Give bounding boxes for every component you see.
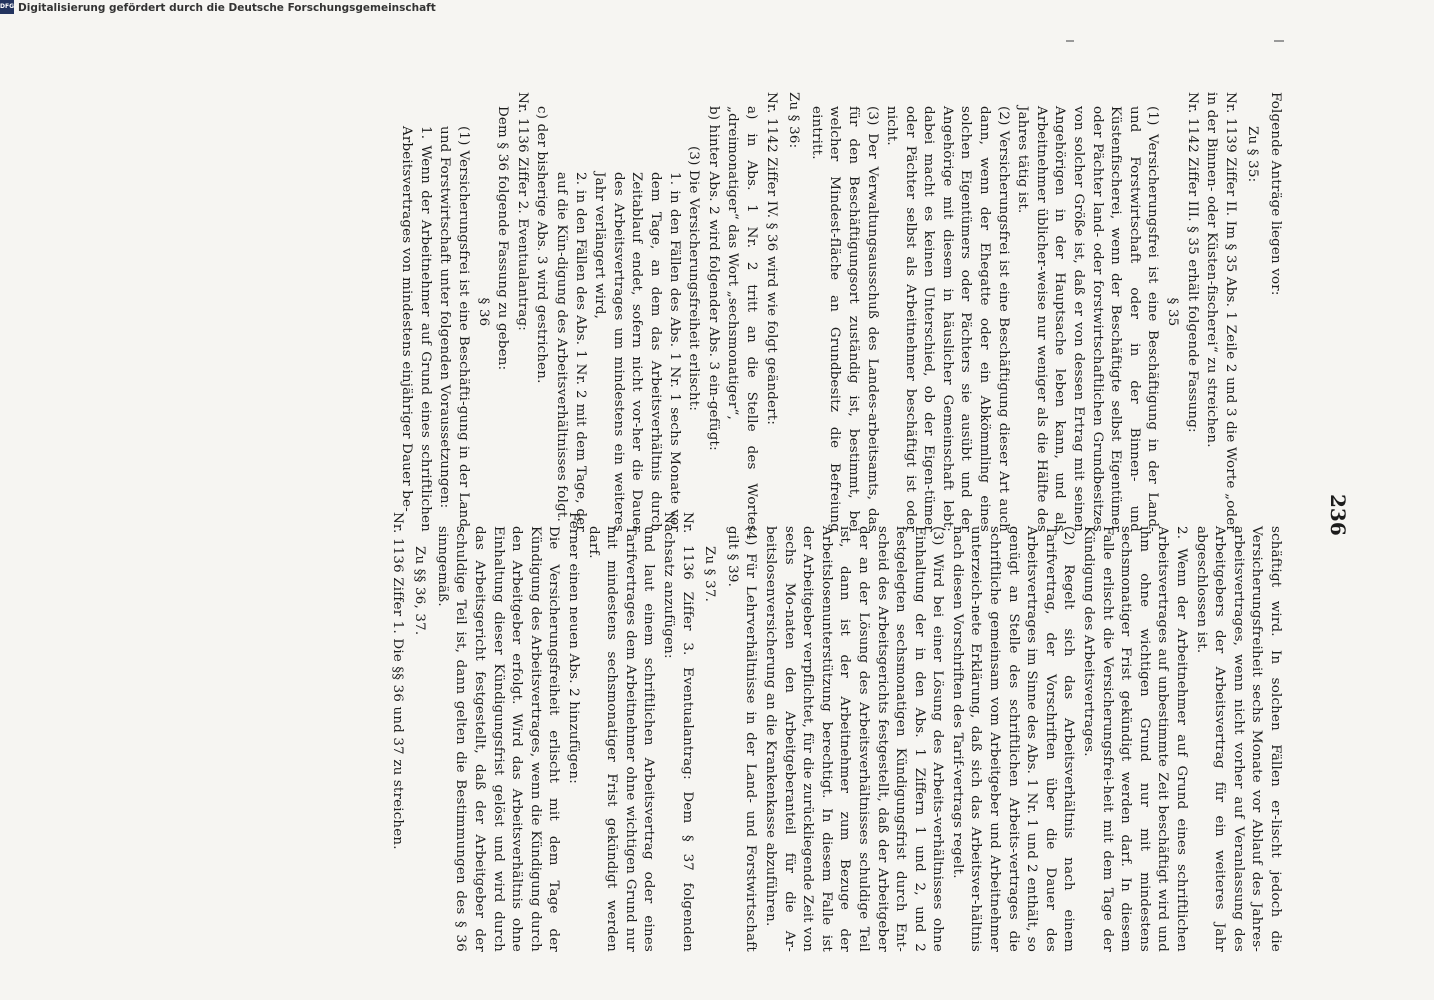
section-heading: Zu § 36: xyxy=(786,92,802,149)
clause-paragraph: (1) Versicherungsfrei ist eine Beschäfti-gung in der Land- und Forstwirtschaft unter folgenden Voraussetzungen: xyxy=(437,126,472,532)
clause-paragraph: (3) Die Versicherungsfreiheit erlischt: xyxy=(686,146,702,412)
clause-paragraph: (3) Der Verwaltungsausschuß des Landes-arbeitsamts, das für den Beschäftigungsort zuständig ist, bestimmt, bei welcher Mindest-fläche an Grundbesitz die Befreiung eintritt. xyxy=(808,106,880,532)
motion-paragraph: Dem § 36 folgende Fassung zu geben: xyxy=(495,106,511,371)
motion-paragraph: Nr. 1139 Ziffer II. Im § 35 Abs. 1 Zeile 2 und 3 die Worte „oder in der Binnen- oder Küsten-fischerei“ zu streichen. xyxy=(1204,92,1238,532)
clause-paragraph: Die Versicherungsfreiheit erlischt mit dem Tage der Kündigung des Arbeitsvertrages, wenn die Kündigung durch den Arbeitgeber erfolgt. Wird das Arbeitsverhältnis ohne Einhaltung dieser Kündigungsfrist gelöst und wird durch das Arbeitsgericht festgestellt, daß der Arbeitgeber der schuldige Teil ist, dann gelten die Bestimmungen des § 36 sinngemäß. xyxy=(434,526,562,952)
clause-paragraph: (3) Wird bei einer Lösung des Arbeits-verhältnisses ohne Einhaltung der in den Abs. 1 Ziffern 1 und 2, und 2 festgelegten sechsmonatigen Kündigungsfrist durch Ent-scheid des Arbeitsgerichts festgestellt, daß der Arbeitgeber der an der Lösung des Arbeitsverhältnisses schuldige Teil ist, dann ist der Arbeitnehmer zum Bezuge der Arbeitslosenunterstützung berechtigt. In diesem Falle ist der Arbeitgeber verpflichtet, für die zurückliegende Zeit von sechs Mo-naten den Arbeitgeberanteil für die Ar-beitslosenversicherung an die Krankenkasse abzuführen. xyxy=(762,526,946,952)
motion-paragraph: Nr. 1136 Ziffer 1. Die §§ 36 und 37 zu streichen. xyxy=(389,512,405,850)
right-column xyxy=(386,512,1284,952)
clause-paragraph: Ferner einen neuen Abs. 2 hinzufügen: xyxy=(566,512,582,784)
paragraph-title: § 35 xyxy=(1165,297,1181,327)
list-item: 1. Wenn der Arbeitnehmer auf Grund eines schriftlichen Arbeitsvertrages von mindestens einjähriger Dauer be- xyxy=(399,126,433,532)
clause-paragraph: (1) Versicherungsfrei ist eine Beschäftigung in der Land- und Forstwirtschaft oder in der Binnen- und Küstenfischerei, wenn der Beschäftigte selbst Eigentümer oder Pächter land- oder forstwirtschaftlichen Grundbesitzes von solcher Größe ist, daß er von dessen Ertrag mit seinen Angehörigen in der Hauptsache leben kann, und als Arbeitnehmer üblicher-weise nur weniger als die Hälfte des Jahres tätig ist. xyxy=(1015,106,1161,532)
paragraph-title: § 36 xyxy=(475,297,491,327)
motion-paragraph: Nr. 1136 Ziffer 2. Eventualantrag: xyxy=(514,92,530,332)
section-heading: Zu §§ 36, 37. xyxy=(412,546,428,636)
margin-mark xyxy=(1274,40,1284,42)
margin-mark xyxy=(1066,40,1074,42)
dfg-logo: DFG xyxy=(0,0,14,14)
left-column xyxy=(396,92,1284,532)
list-item: c) der bisherige Abs. 3 wird gestrichen. xyxy=(534,106,550,384)
clause-paragraph: und laut einem schriftlichen Arbeitsvertrag oder eines Tarifvertrages dem Arbeitnehmer ohne wichtigen Grund nur mit mindestens sechsmonatiger Frist gekündigt werden darf. xyxy=(585,526,657,952)
clause-paragraph: (4) Für Lehrverhältnisse in der Land- und Forstwirtschaft gilt § 39. xyxy=(724,526,759,952)
list-item: 2. in den Fällen des Abs. 1 Nr. 2 mit dem Tage, der auf die Kün-digung des Arbeitsverhältnisses folgt. xyxy=(554,172,588,532)
scan-credit-text: Digitalisierung gefördert durch die Deutsche Forschungsgemeinschaft xyxy=(18,2,436,14)
motion-paragraph: Nr. 1142 Ziffer IV. § 36 wird wie folgt geändert: xyxy=(763,92,779,426)
clause-paragraph: (2) Regelt sich das Arbeitsverhältnis nach einem Tarifvertrag, der Vorschriften über die Dauer des Arbeitsvertrages im Sinne des Abs. 1 Nr. 1 und 2 enthält, so genügt an Stelle des schriftlichen Arbeits-vertrages die schriftliche gemeinsam vom Arbeitgeber und Arbeitnehmer unterzeich-nete Erklärung, daß sich das Arbeitsver-hältnis nach diesen Vorschriften des Tarif-vertrags regelt. xyxy=(949,526,1077,952)
section-heading: Zu § 37. xyxy=(702,546,718,603)
motion-paragraph: Nr. 1142 Ziffer III. § 35 erhält folgende Fassung: xyxy=(1184,92,1200,433)
page-number: 236 xyxy=(1326,494,1350,536)
list-item: 2. Wenn der Arbeitnehmer auf Grund eines schriftlichen Arbeitsvertrages auf unbestimmte Zeit beschäftigt wird und ihm ohne wichtigen Grund nur mit mindestens sechsmonatiger Frist gekündigt werden darf. In diesem Falle erlischt die Versicherungsfrei-heit mit dem Tage der Kündigung des Arbeitsvertrages. xyxy=(1081,526,1190,952)
list-item: schäftigt wird. In solchen Fällen er-lischt jedoch die Versicherungsfreiheit sechs Monate vor Ablauf des Jahres-arbeitsvertrages, wenn nicht vorher auf Veranlassung des Arbeitgebers der Arbeitsvertrag für ein weiteres Jahr abgeschlossen ist. xyxy=(1193,526,1283,952)
intro-line: Folgende Anträge liegen vor: xyxy=(1268,92,1283,296)
section-heading: Zu § 35: xyxy=(1245,126,1261,183)
list-item: a) in Abs. 1 Nr. 2 tritt an die Stelle des Wortes „dreimonatiger“ das Wort „sechsmonatiger“, xyxy=(725,106,759,532)
clause-paragraph: (2) Versicherungsfrei ist eine Beschäftigung dieser Art auch dann, wenn der Ehegatte oder ein Abkömmling eines solchen Eigentümers oder Pächters sie ausübt und der Angehörige mit diesem in häuslicher Gemeinschaft lebt; dabei macht es keinen Unterschied, ob der Eigen-tümer oder Pächter selbst als Arbeitnehmer beschäftigt ist oder nicht. xyxy=(884,106,1011,532)
list-item: 1. in den Fällen des Abs. 1 Nr. 1 sechs Monate vor dem Tage, an dem das Arbeitsverhältnis durch Zeitablauf endet, sofern nicht vor-her die Dauer des Arbeitsvertrages um mindestens ein weiteres Jahr verlängert wird, xyxy=(592,172,682,532)
list-item: b) hinter Abs. 2 wird folgender Abs. 3 ein-gefügt: xyxy=(705,106,721,451)
motion-paragraph: Nr. 1136 Ziffer 3. Eventualantrag: Dem § 37 folgenden Nachsatz anzufügen: xyxy=(661,512,695,952)
